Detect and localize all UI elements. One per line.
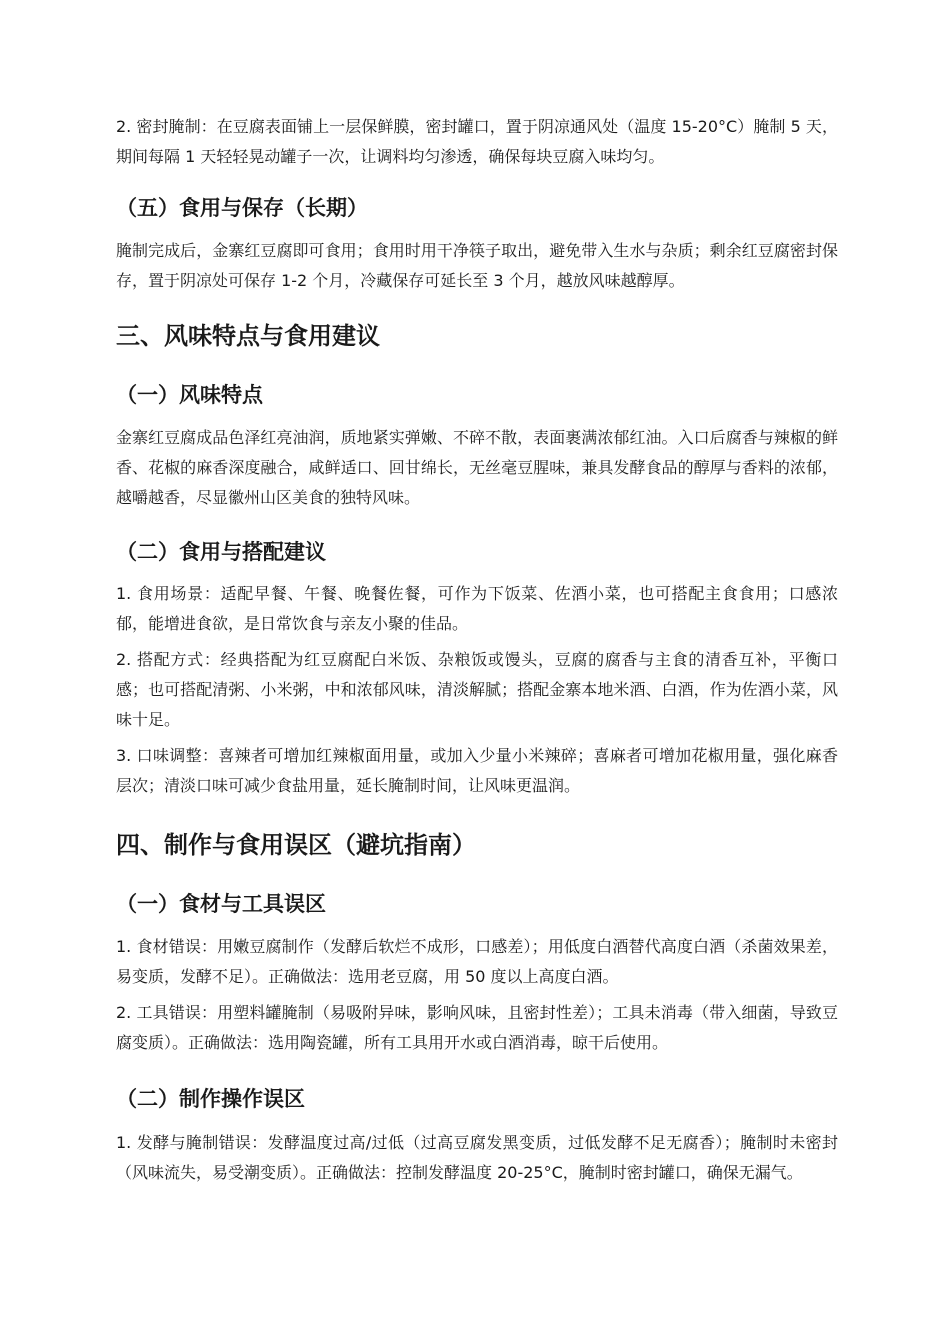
paragraph-eat-and-store: 腌制完成后，金寨红豆腐即可食用；食用时用干净筷子取出，避免带入生水与杂质；剩余红豆腐密封保存，置于阴凉处可保存 1-2 个月，冷藏保存可延长至 3 个月，越放风味越醇厚。	[116, 241, 838, 290]
heading-section-three: 三、风味特点与食用建议	[116, 322, 380, 350]
paragraph-flavor: 金寨红豆腐成品色泽红亮油润，质地紧实弹嫩、不碎不散，表面裹满浓郁红油。入口后腐香与辣椒的鲜香、花椒的麻香深度融合，咸鲜适口、回甘绵长，无丝毫豆腥味，兼具发酵食品的醇厚与香料的浓郁，越嚼越香，尽显徽州山区美食的独特风味。	[116, 428, 838, 507]
paragraph-sealed-pickling: 2. 密封腌制：在豆腐表面铺上一层保鲜膜，密封罐口，置于阴凉通风处（温度 15-20°C）腌制 5 天，期间每隔 1 天轻轻晃动罐子一次，让调料均匀渗透，确保每块豆腐入味均匀。	[116, 117, 838, 166]
paragraph-ingredient-mistakes: 1. 食材错误：用嫩豆腐制作（发酵后软烂不成形，口感差）；用低度白酒替代高度白酒（杀菌效果差，易变质，发酵不足）。正确做法：选用老豆腐，用 50 度以上高度白酒。	[116, 937, 838, 986]
document-page	[116, 112, 838, 1188]
paragraph-fermentation-mistakes: 1. 发酵与腌制错误：发酵温度过高/过低（过高豆腐发黑变质，过低发酵不足无腐香）；腌制时未密封（风味流失，易受潮变质）。正确做法：控制发酵温度 20-25°C，腌制时密封罐口，确保无漏气。	[116, 1133, 838, 1182]
heading-flavor: （一）风味特点	[116, 383, 263, 407]
heading-operation-mistakes: （二）制作操作误区	[116, 1087, 305, 1111]
paragraph-taste-adjustment: 3. 口味调整：喜辣者可增加红辣椒面用量，或加入少量小米辣碎；喜麻者可增加花椒用量，强化麻香层次；清淡口味可减少食盐用量，延长腌制时间，让风味更温润。	[116, 746, 838, 795]
paragraph-pairing-methods: 2. 搭配方式：经典搭配为红豆腐配白米饭、杂粮饭或馒头，豆腐的腐香与主食的清香互补，平衡口感；也可搭配清粥、小米粥，中和浓郁风味，清淡解腻；搭配金寨本地米酒、白酒，作为佐酒小菜，风味十足。	[116, 650, 838, 729]
paragraph-eating-scenarios: 1. 食用场景：适配早餐、午餐、晚餐佐餐，可作为下饭菜、佐酒小菜，也可搭配主食食用；口感浓郁，能增进食欲，是日常饮食与亲友小聚的佳品。	[116, 584, 838, 633]
heading-section-four: 四、制作与食用误区（避坑指南）	[116, 831, 476, 859]
paragraph-tool-mistakes: 2. 工具错误：用塑料罐腌制（易吸附异味，影响风味，且密封性差）；工具未消毒（带入细菌，导致豆腐变质）。正确做法：选用陶瓷罐，所有工具用开水或白酒消毒，晾干后使用。	[116, 1003, 838, 1052]
heading-pairing: （二）食用与搭配建议	[116, 540, 326, 564]
heading-eat-and-store: （五）食用与保存（长期）	[116, 196, 368, 220]
heading-ingredient-tool-mistakes: （一）食材与工具误区	[116, 892, 326, 916]
